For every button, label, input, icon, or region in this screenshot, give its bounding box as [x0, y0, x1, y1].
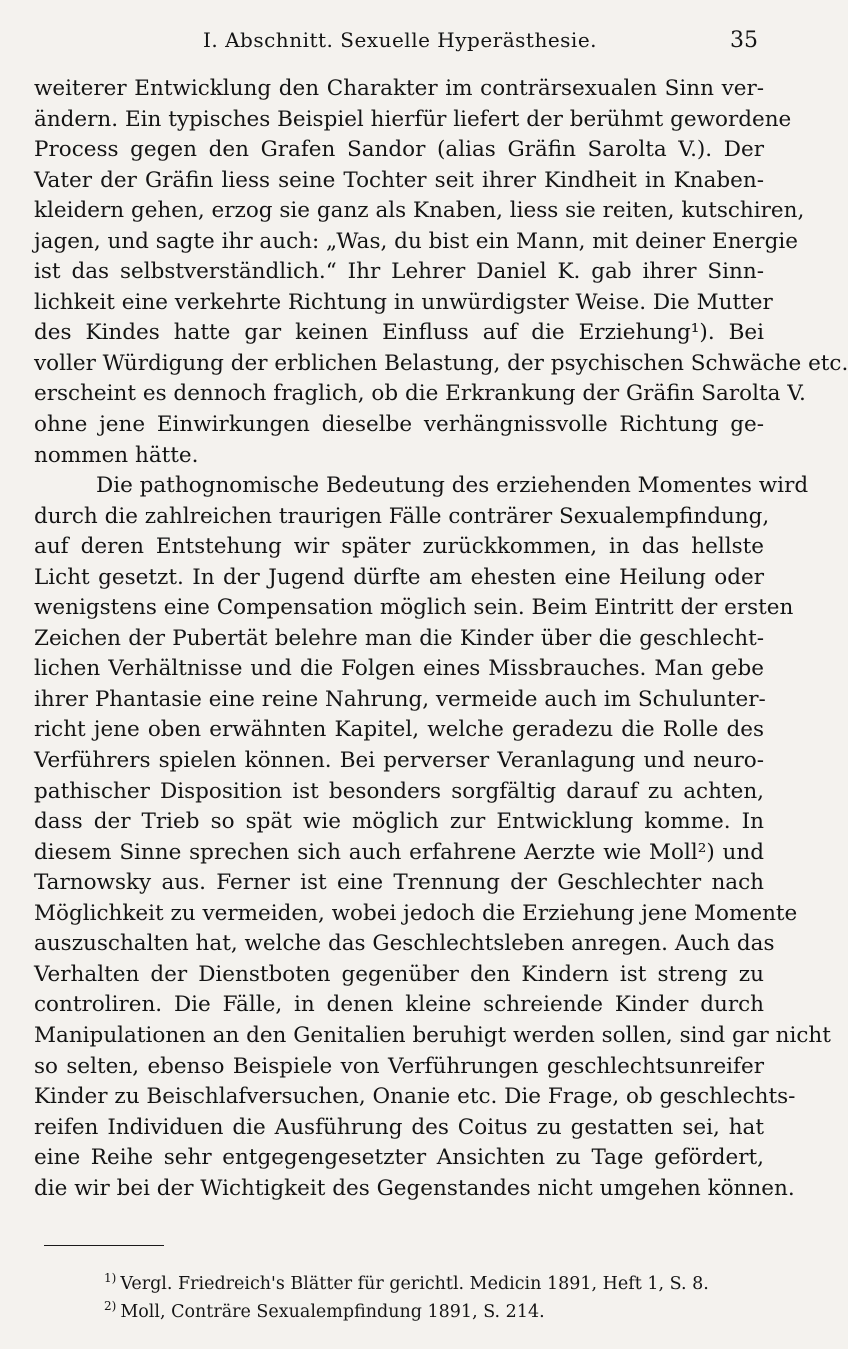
- page-number: 35: [730, 28, 758, 53]
- text-line: auszuschalten hat, welche das Geschlechtsleben anregen. Auch das: [34, 931, 775, 957]
- text-line: Manipulationen an den Genitalien beruhigt werden sollen, sind gar nicht: [34, 1022, 831, 1048]
- text-line: Licht gesetzt. In der Jugend dürfte am ehesten eine Heilung oder: [34, 564, 764, 590]
- text-line: pathischer Disposition ist besonders sorgfältig darauf zu achten,: [34, 778, 764, 804]
- text-line: reifen Individuen die Ausführung des Coitus zu gestatten sei, hat: [34, 1114, 764, 1140]
- page-header: [0, 28, 800, 62]
- text-line: Process gegen den Grafen Sandor (alias Gräfin Sarolta V.). Der: [34, 137, 764, 163]
- text-line: jagen, und sagte ihr auch: „Was, du bist ein Mann, mit deiner Energie: [34, 228, 798, 254]
- text-line: ihrer Phantasie eine reine Nahrung, vermeide auch im Schulunter-: [34, 686, 766, 712]
- text-line: kleidern gehen, erzog sie ganz als Knaben, liess sie reiten, kutschiren,: [34, 198, 805, 224]
- text-line: ändern. Ein typisches Beispiel hierfür liefert der berühmt gewordene: [34, 106, 792, 132]
- footnote-text: Moll, Conträre Sexualempfindung 1891, S. 214.: [120, 1301, 545, 1322]
- running-head: I. Abschnitt. Sexuelle Hyperästhesie.: [202, 28, 598, 52]
- text-line: Verführers spielen können. Bei perverser Veranlagung und neuro-: [34, 748, 764, 774]
- text-line: Möglichkeit zu vermeiden, wobei jedoch die Erziehung jene Momente: [34, 900, 798, 926]
- text-line: die wir bei der Wichtigkeit des Gegenstandes nicht umgehen können.: [34, 1175, 795, 1201]
- footnote-mark: 2): [104, 1299, 117, 1313]
- text-line: durch die zahlreichen traurigen Fälle conträrer Sexualempfindung,: [34, 503, 770, 529]
- text-line: ohne jene Einwirkungen dieselbe verhängnissvolle Richtung ge-: [34, 412, 764, 438]
- text-line: richt jene oben erwähnten Kapitel, welche geradezu die Rolle des: [34, 717, 764, 743]
- text-line: voller Würdigung der erblichen Belastung, der psychischen Schwäche etc.: [34, 350, 848, 376]
- footnote-mark: 1): [104, 1271, 117, 1285]
- text-line: Verhalten der Dienstboten gegenüber den Kindern ist streng zu: [34, 961, 764, 987]
- text-line: Zeichen der Pubertät belehre man die Kinder über die geschlecht-: [34, 625, 764, 651]
- footnotes: [104, 1264, 774, 1320]
- text-line: Vater der Gräfin liess seine Tochter seit ihrer Kindheit in Knaben-: [34, 167, 764, 193]
- text-line: diesem Sinne sprechen sich auch erfahrene Aerzte wie Moll²) und: [34, 839, 764, 865]
- paragraph-first-line: Die pathognomische Bedeutung des erziehenden Momentes wird: [96, 473, 809, 499]
- text-line: dass der Trieb so spät wie möglich zur Entwicklung komme. In: [34, 809, 764, 835]
- footnote-text: Vergl. Friedreich's Blätter für gerichtl. Medicin 1891, Heft 1, S. 8.: [120, 1273, 709, 1294]
- text-line: nommen hätte.: [34, 442, 199, 468]
- body-text: [34, 74, 848, 1204]
- footnote-rule: [44, 1245, 164, 1246]
- text-line: lichen Verhältnisse und die Folgen eines Missbrauches. Man gebe: [34, 656, 764, 682]
- text-line: Kinder zu Beischlafversuchen, Onanie etc. Die Frage, ob geschlechts-: [34, 1084, 796, 1110]
- text-line: des Kindes hatte gar keinen Einfluss auf die Erziehung¹). Bei: [34, 320, 764, 346]
- text-line: lichkeit eine verkehrte Richtung in unwürdigster Weise. Die Mutter: [34, 289, 773, 315]
- text-line: so selten, ebenso Beispiele von Verführungen geschlechtsunreifer: [34, 1053, 764, 1079]
- text-line: controliren. Die Fälle, in denen kleine schreiende Kinder durch: [34, 992, 764, 1018]
- text-line: erscheint es dennoch fraglich, ob die Erkrankung der Gräfin Sarolta V.: [34, 381, 806, 407]
- footnote: [104, 1264, 774, 1292]
- text-line: ist das selbstverständlich.“ Ihr Lehrer Daniel K. gab ihrer Sinn-: [34, 259, 764, 285]
- text-line: Tarnowsky aus. Ferner ist eine Trennung der Geschlechter nach: [34, 870, 764, 896]
- text-line: auf deren Entstehung wir später zurückkommen, in das hellste: [34, 534, 764, 560]
- text-line: wenigstens eine Compensation möglich sein. Beim Eintritt der ersten: [34, 595, 794, 621]
- footnote: [104, 1292, 774, 1320]
- text-line: eine Reihe sehr entgegengesetzter Ansichten zu Tage gefördert,: [34, 1145, 764, 1171]
- text-line: weiterer Entwicklung den Charakter im conträrsexualen Sinn ver-: [34, 76, 764, 101]
